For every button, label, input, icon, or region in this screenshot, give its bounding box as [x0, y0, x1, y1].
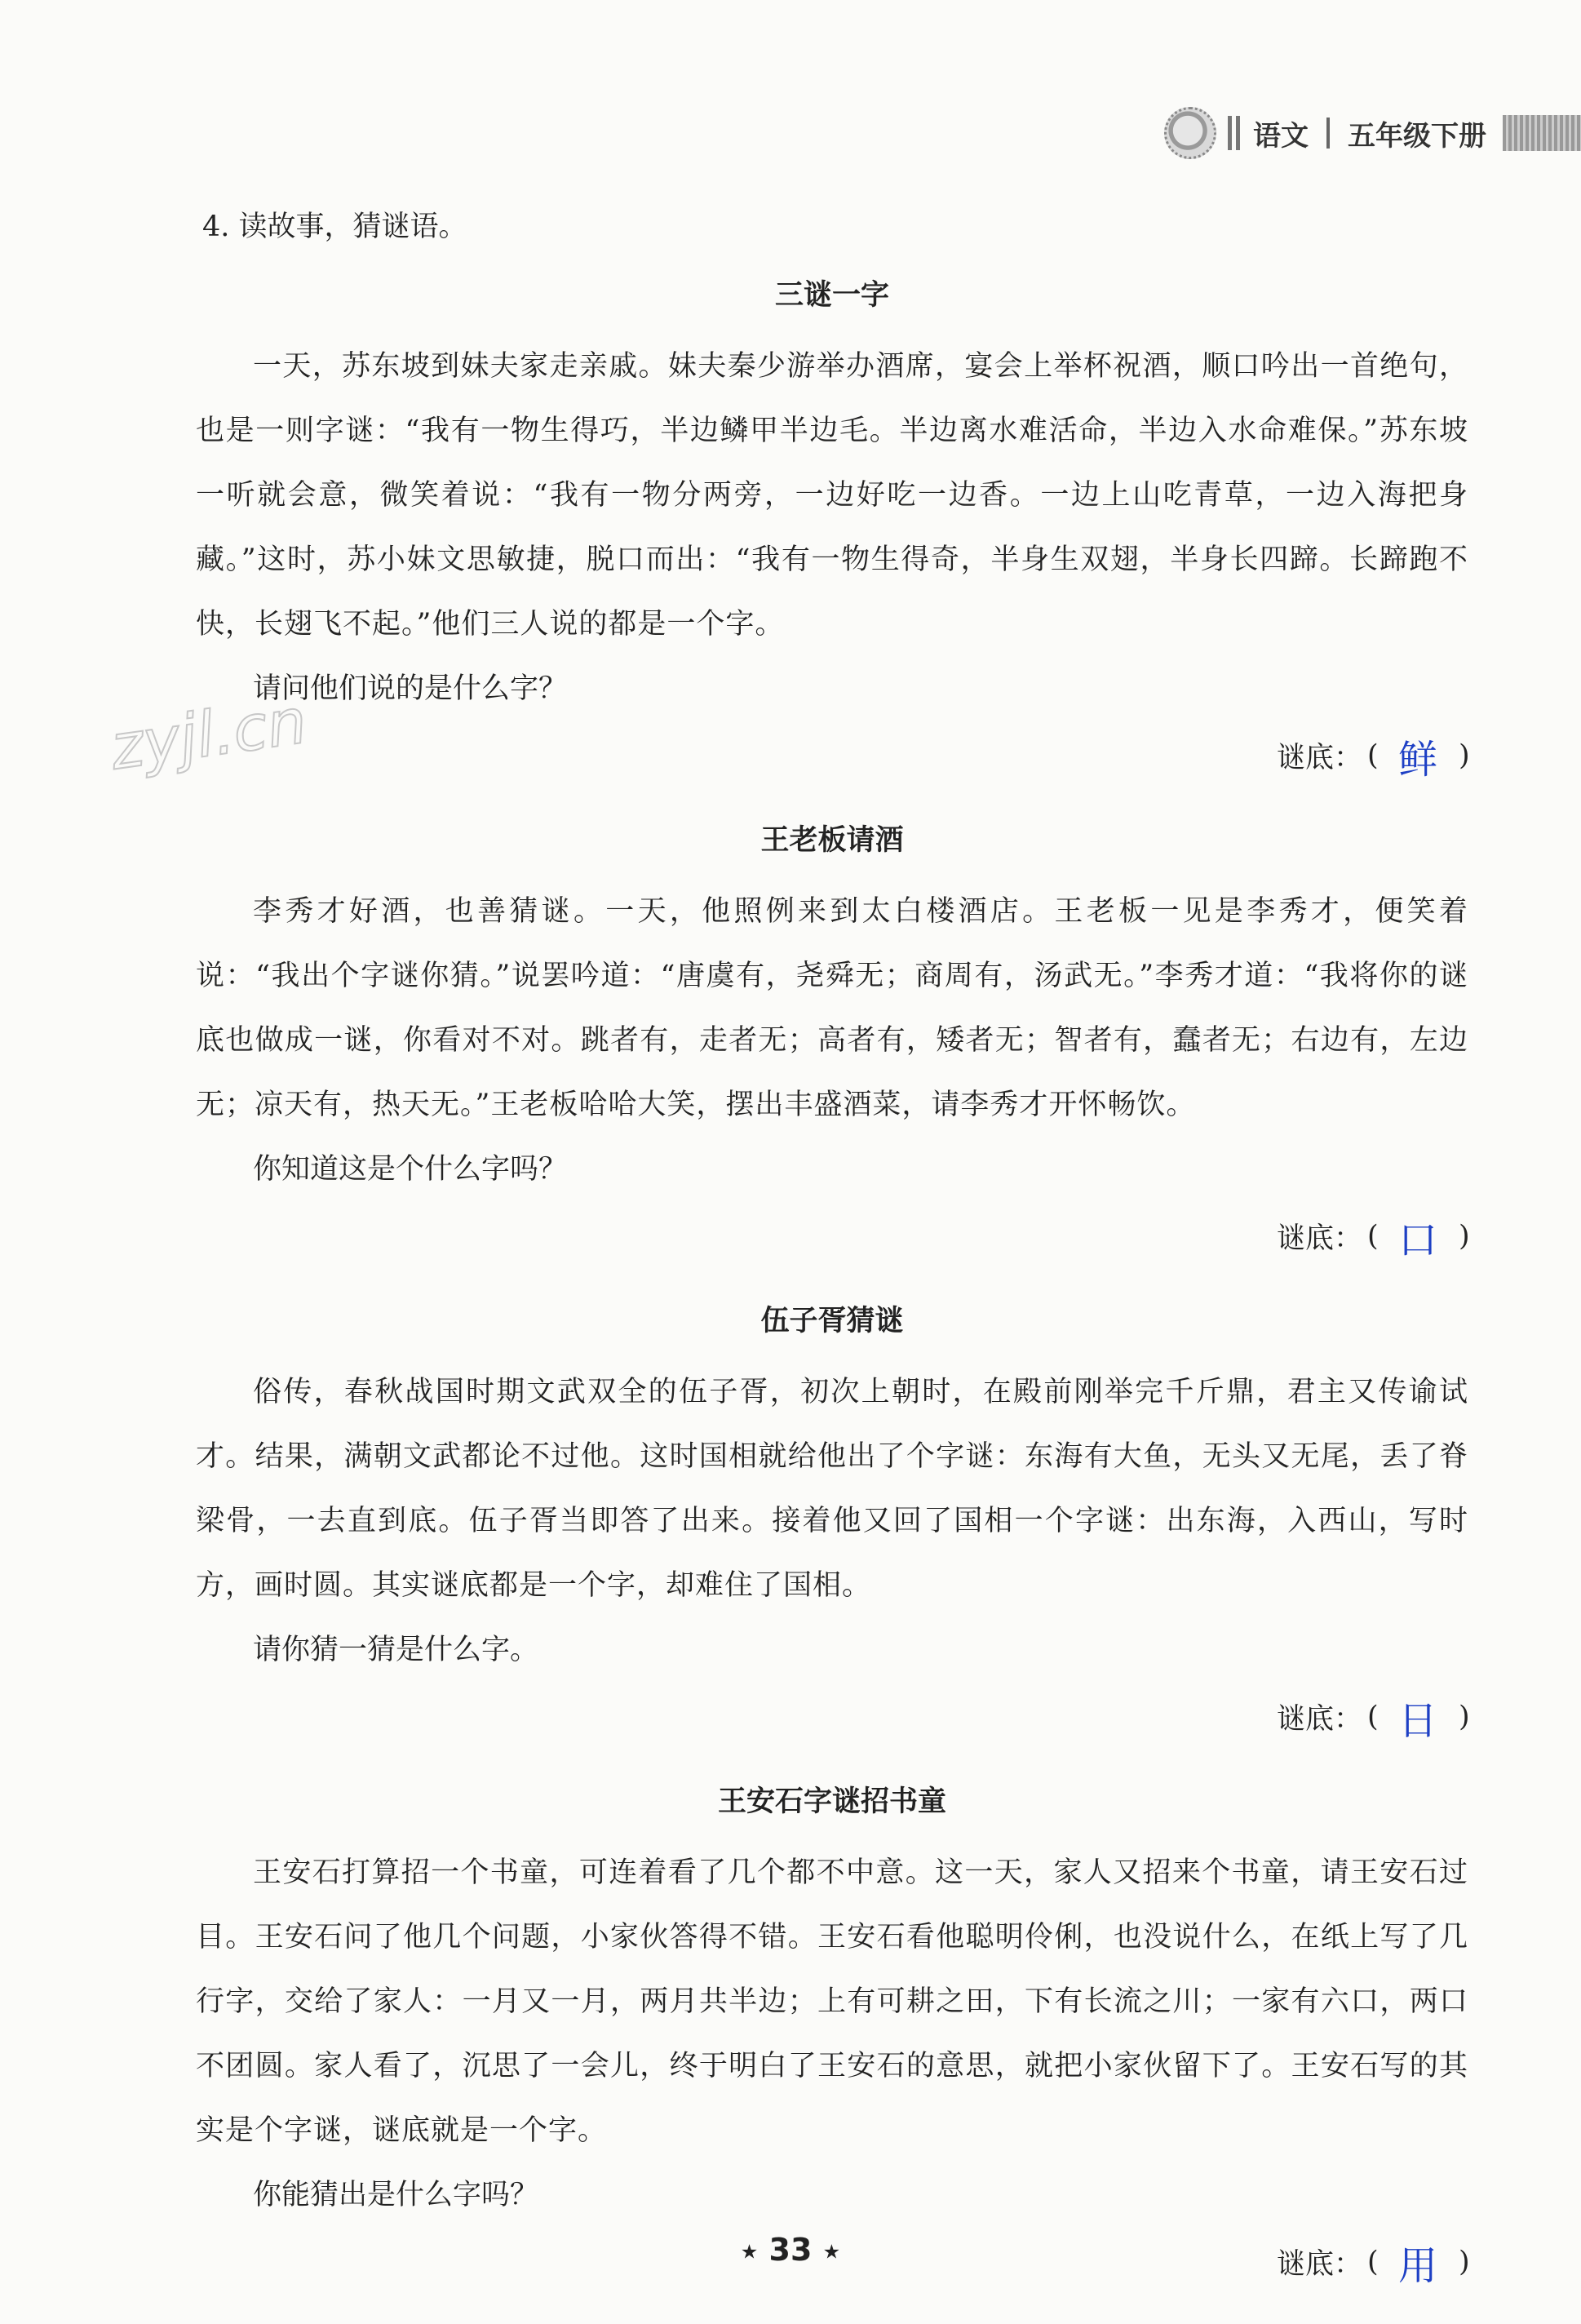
story-question: 你知道这是个什么字吗？ — [253, 1153, 568, 1186]
answer-value[interactable]: 用 — [1397, 2242, 1437, 2289]
story-paragraph: 一天，苏东坡到妹夫家走亲戚。妹夫秦少游举办酒席，宴会上举杯祝酒，顺口吟出一首绝句，也是一则字谜：“我有一物生得巧，半边鳞甲半边毛。半边离水难活命，半边入水命难保。”苏东坡一听就会意，微笑着说：“我有一物分两旁，一边好吃一边香。一边上山吃青草，一边入海把身藏。”这时，苏小妹文思敏捷，脱口而出：“我有一物生得奇，半身生双翅，半身长四蹄。长蹄跑不快，长翅飞不起。”他们三人说的都是一个字。 — [196, 350, 1468, 641]
answer-label: 谜底： — [1276, 2248, 1362, 2281]
answer-close-paren: ) — [1459, 2246, 1470, 2278]
answer-label: 谜底： — [1276, 1222, 1362, 1255]
page-content — [196, 204, 1468, 2324]
story-question: 请问他们说的是什么字？ — [253, 672, 568, 705]
answer-close-paren: ) — [1459, 739, 1470, 772]
header-strip-decoration — [1503, 115, 1581, 151]
answer-value[interactable]: 日 — [1397, 1697, 1437, 1744]
header-grade: 五年级下册 — [1348, 119, 1486, 153]
page-header — [1164, 104, 1581, 162]
answer-value[interactable]: 鲜 — [1397, 736, 1437, 783]
watermark: zyjl.cn — [105, 684, 312, 784]
answer-open-paren: ( — [1367, 1701, 1379, 1733]
answer-row — [196, 721, 1468, 790]
story-question: 请你猜一猜是什么字。 — [253, 1634, 539, 1666]
answer-close-paren: ) — [1459, 1701, 1470, 1733]
star-icon: ★ — [822, 2240, 841, 2264]
story-section — [196, 818, 1468, 1271]
story-paragraph: 王安石打算招一个书童，可连着看了几个都不中意。这一天，家人又招来个书童，请王安石过目。王安石问了他几个问题，小家伙答得不错。王安石看他聪明伶俐，也没说什么，在纸上写了几行字，交给了家人：一月又一月，两月共半边；上有可耕之田，下有长流之川；一家有六口，两口不团圆。家人看了，沉思了一会儿，终于明白了王安石的意思，就把小家伙留下了。王安石写的其实是个字谜，谜底就是一个字。 — [196, 1856, 1468, 2147]
header-divider — [1326, 118, 1330, 149]
answer-open-paren: ( — [1367, 739, 1379, 772]
story-paragraph: 李秀才好酒，也善猜谜。一天，他照例来到太白楼酒店。王老板一见是李秀才，便笑着说：“我出个字谜你猜。”说罢吟道：“唐虞有，尧舜无；商周有，汤武无。”李秀才道：“我将你的谜底也做成一谜，你看对不对。跳者有，走者无；高者有，矮者无；智者有，蠢者无；右边有，左边无；凉天有，热天无。”王老板哈哈大笑，摆出丰盛酒菜，请李秀才开怀畅饮。 — [196, 895, 1468, 1121]
story-title: 伍子胥猜谜 — [760, 1305, 904, 1337]
story-question: 你能猜出是什么字吗？ — [253, 2179, 539, 2211]
story-title: 王老板请酒 — [760, 824, 904, 857]
header-bars-decoration — [1228, 116, 1240, 150]
question-title: 4. 读故事，猜谜语。 — [202, 211, 467, 243]
header-subject: 语文 — [1253, 119, 1309, 153]
story-title: 王安石字谜招书童 — [717, 1785, 946, 1818]
page-footer — [0, 2232, 1581, 2268]
story-section — [196, 273, 1468, 790]
answer-open-paren: ( — [1367, 2246, 1379, 2278]
book-emblem-icon — [1164, 107, 1216, 159]
story-section — [196, 1779, 1468, 2296]
story-section — [196, 1298, 1468, 1751]
star-icon: ★ — [740, 2240, 759, 2264]
answer-row — [196, 1683, 1468, 1751]
answer-row — [196, 1202, 1468, 1271]
story-title: 三谜一字 — [774, 279, 889, 312]
page-number: 33 — [768, 2232, 813, 2268]
answer-label: 谜底： — [1276, 1703, 1362, 1736]
answer-close-paren: ) — [1459, 1220, 1470, 1253]
answer-label: 谜底： — [1276, 742, 1362, 774]
answer-value[interactable]: 口 — [1397, 1217, 1437, 1263]
answer-open-paren: ( — [1367, 1220, 1379, 1253]
story-paragraph: 俗传，春秋战国时期文武双全的伍子胥，初次上朝时，在殿前刚举完千斤鼎，君主又传谕试才。结果，满朝文武都论不过他。这时国相就给他出了个字谜：东海有大鱼，无头又无尾，丢了脊梁骨，一去直到底。伍子胥当即答了出来。接着他又回了国相一个字谜：出东海，入西山，写时方，画时圆。其实谜底都是一个字，却难住了国相。 — [196, 1376, 1468, 1602]
